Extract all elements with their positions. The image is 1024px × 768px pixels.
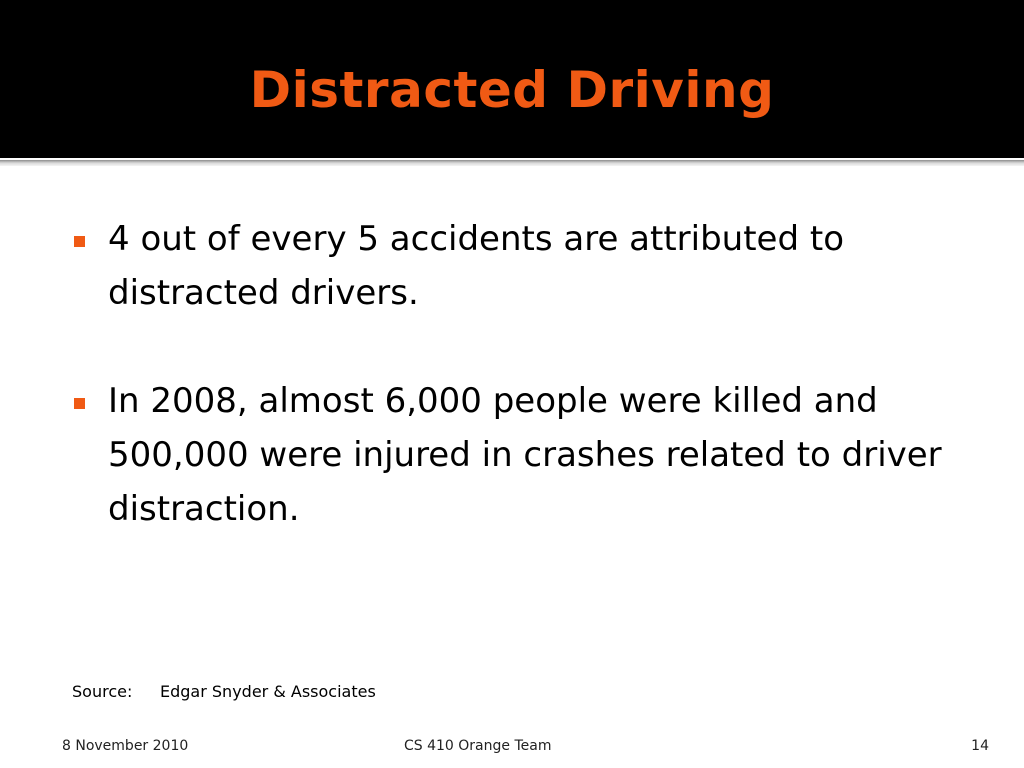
source-label: Source: <box>72 682 133 701</box>
title-bar <box>0 0 1024 158</box>
bullet-list <box>74 212 974 536</box>
bullet-item <box>74 374 974 536</box>
bullet-square-icon <box>74 236 85 247</box>
slide-number: 14 <box>971 738 989 754</box>
bullet-item <box>74 212 974 320</box>
bullet-text: In 2008, almost 6,000 people were killed and 500,000 were injured in crashes related to driver distraction. <box>108 381 942 529</box>
title-divider <box>0 160 1024 166</box>
bullet-square-icon <box>74 398 85 409</box>
footer-team: CS 410 Orange Team <box>404 738 552 754</box>
bullet-text: 4 out of every 5 accidents are attributed to distracted drivers. <box>108 219 844 313</box>
source-text: Edgar Snyder & Associates <box>160 682 376 701</box>
footer-date: 8 November 2010 <box>62 738 189 754</box>
slide-title: Distracted Driving <box>249 61 775 119</box>
source-note <box>72 681 376 703</box>
